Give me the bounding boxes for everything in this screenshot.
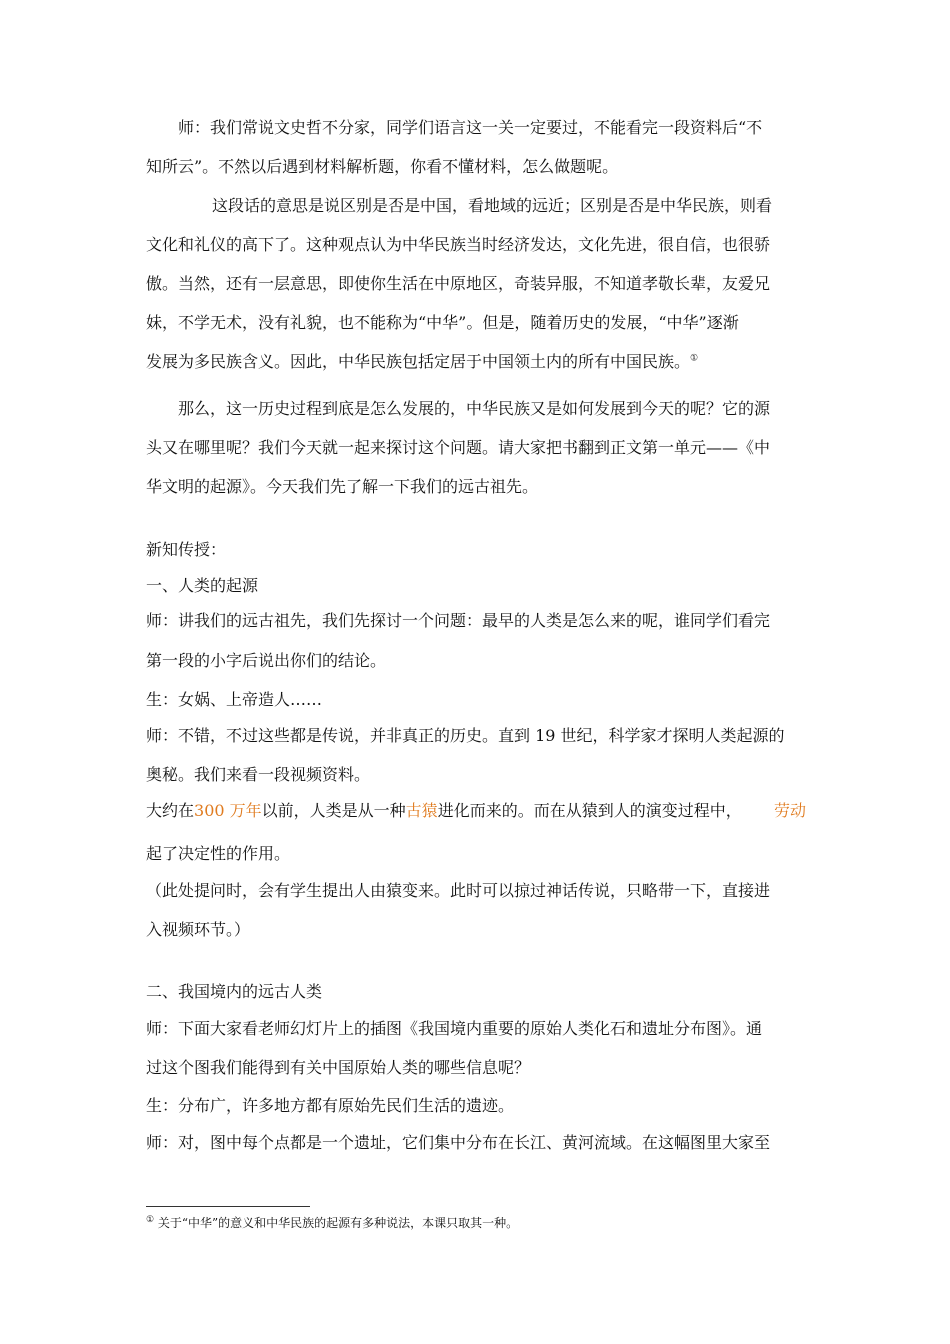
video-text: 进化而来的。而在从猿到人的演变过程中， (437, 801, 742, 820)
section-heading: 一、人类的起源 (146, 576, 259, 595)
paragraph-line: 妹，不学无术，没有礼貌，也不能称为“中华”。但是，随着历史的发展，“中华”逐渐 (146, 313, 739, 332)
paragraph-line (146, 352, 698, 372)
footnote-reference[interactable]: ① (690, 353, 699, 364)
teacher-line: 师：我们常说文史哲不分家，同学们语言这一关一定要过，不能看完一段资料后“不 (178, 118, 763, 137)
paragraph-line: 傲。当然，还有一层意思，即使你生活在中原地区，奇装异服，不知道孝敬长辈，友爱兄 (146, 274, 771, 293)
teacher-line: 师：对，图中每个点都是一个遗址，它们集中分布在长江、黄河流域。在这幅图里大家至 (146, 1133, 771, 1152)
teaching-note: （此处提问时，会有学生提出人由猿变来。此时可以掠过神话传说，只略带一下，直接进 (146, 881, 771, 900)
paragraph-line: 华文明的起源》。今天我们先了解一下我们的远古祖先。 (146, 477, 539, 496)
video-text: 以前，人类是从一种 (261, 801, 406, 820)
teacher-line: 知所云”。不然以后遇到材料解析题，你看不懂材料，怎么做题呢。 (146, 157, 619, 176)
teacher-line: 奥秘。我们来看一段视频资料。 (146, 765, 371, 784)
footnote-mark: ① (146, 1215, 155, 1225)
paragraph-line: 这段话的意思是说区别是否是中国，看地域的远近；区别是否是中华民族，则看 (212, 196, 773, 215)
section-heading: 二、我国境内的远古人类 (146, 982, 323, 1001)
highlight-labor: 劳动 (774, 801, 807, 820)
footnote-divider (146, 1206, 310, 1207)
teacher-line: 过这个图我们能得到有关中国原始人类的哪些信息呢？ (146, 1058, 531, 1077)
highlight-time: 300 万年 (194, 801, 262, 820)
paragraph-line-text: 发展为多民族含义。因此，中华民族包括定居于中国领土内的所有中国民族。 (146, 352, 691, 371)
highlight-ape: 古猿 (405, 801, 438, 820)
paragraph-line: 头又在哪里呢？我们今天就一起来探讨这个问题。请大家把书翻到正文第一单元——《中 (146, 438, 771, 457)
video-text: 大约在 (146, 801, 195, 820)
student-line: 生：女娲、上帝造人…… (146, 690, 323, 709)
teacher-line: 师：不错，不过这些都是传说，并非真正的历史。直到 19 世纪，科学家才探明人类起源的 (146, 726, 785, 745)
teacher-line: 师：下面大家看老师幻灯片上的插图《我国境内重要的原始人类化石和遗址分布图》。通 (146, 1019, 763, 1038)
video-summary-line: 起了决定性的作用。 (146, 844, 291, 863)
paragraph-line: 那么，这一历史过程到底是怎么发展的，中华民族又是如何发展到今天的呢？它的源 (178, 399, 771, 418)
footnote (146, 1215, 518, 1231)
section-intro: 新知传授： (146, 540, 227, 559)
teacher-line: 师：讲我们的远古祖先，我们先探讨一个问题：最早的人类是怎么来的呢，谁同学们看完 (146, 611, 771, 630)
teacher-line: 第一段的小字后说出你们的结论。 (146, 651, 387, 670)
teaching-note: 入视频环节。） (146, 920, 251, 939)
student-line: 生：分布广，许多地方都有原始先民们生活的遗迹。 (146, 1096, 515, 1115)
footnote-text: 关于“中华”的意义和中华民族的起源有多种说法，本课只取其一种。 (154, 1216, 519, 1230)
paragraph-line: 文化和礼仪的高下了。这种观点认为中华民族当时经济发达，文化先进，很自信，也很骄 (146, 235, 771, 254)
video-summary-line (146, 801, 807, 821)
